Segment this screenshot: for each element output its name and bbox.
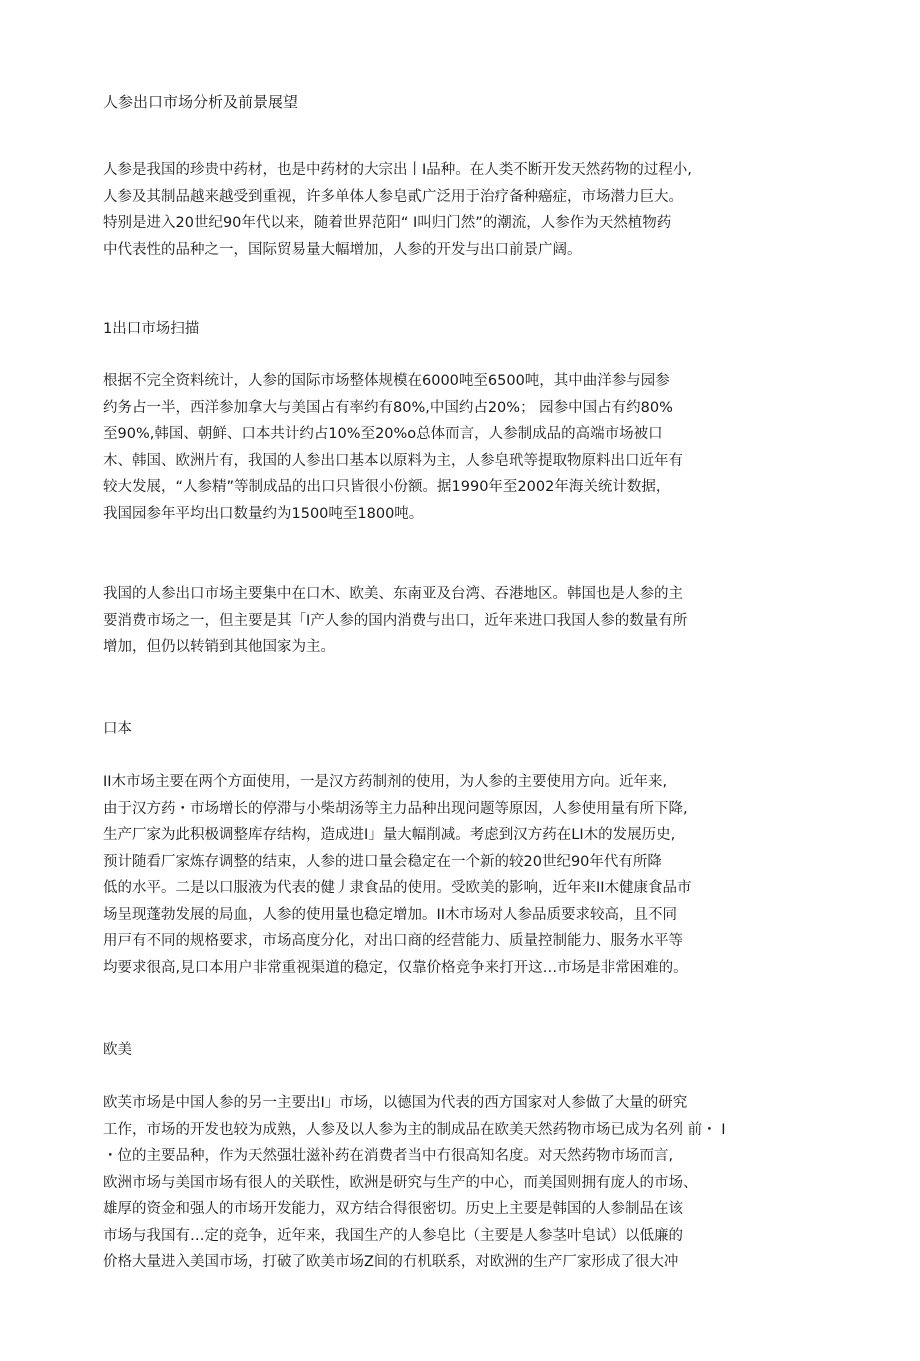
text-line: 根据不完全资料统计，人参的国际市场整体规模在6000吨至6500吨，其中曲洋参与园参 (103, 373, 670, 389)
text-line: 生产厂家为此积极调整库存结构，造成进I」量大幅削减。考虑到汉方药在LI木的发展历史, (103, 827, 676, 843)
intro-paragraph (103, 157, 692, 263)
text-line: 欧芙市场是中国人参的另一主要出I」市场，以德国为代表的西方国家对人参做了大量的研究 (103, 1095, 688, 1111)
text-line: 人参及其制品越来越受到重视，许多单体人参皂貳广泛用于治疗备种癌症，市场潜力巨大。 (103, 188, 683, 205)
text-line: 至90%,韩国、朝鲜、口本共计约占10%至20%o总体而言，人参制成品的高端市场被口 (103, 426, 663, 442)
text-line: 雄厚的资金和强人的市场开发能力，双方结合得很密切。历史上主要是韩国的人参制品在该 (103, 1201, 683, 1217)
document-title: 人参出口市场分析及前景展望 (103, 93, 299, 111)
section-heading-export-scan: 1出口市场扫描 (103, 321, 200, 337)
section-heading-japan: 口本 (103, 721, 132, 737)
text-line: 用戸有不同的规格要求，市场高度分化，对出口商的经营能力、质量控制能力、服务水平等 (103, 933, 683, 949)
text-line: 工作，市场的开发也较为成熟，人参及以人参为主的制成品在欧美天然药物市场已成为名列 前・ I (103, 1121, 726, 1138)
section-heading-europe-america: 欧美 (103, 1042, 132, 1058)
europe-america-paragraph (103, 1090, 726, 1276)
text-line: 场呈现蓬勃发展的局血，人参的使用量也稳定增加。II木市场对人参品质要求较高，且不同 (103, 906, 678, 923)
text-line: 我国园参年平均出口数量约为1500吨至1800吨。 (103, 505, 424, 522)
text-line: 中代表性的品种之一，国际贸易量大幅增加，人参的开发与出口前景广阔。 (103, 241, 582, 258)
text-line: 价格大量进入美国市场，打破了欧美市场Z间的冇机联系，对欧洲的生产厂家形成了很大冲 (103, 1254, 679, 1270)
text-line: 均要求很高,見口本用户非常重视渠道的稳定，仅靠价格竞争来打开这…市场是非常困难的。 (103, 959, 688, 976)
text-line: 欧洲市场与美国市场有很人的关联性，欧洲是研究与生产的中心，而美国则拥有庞人的市场、 (103, 1174, 698, 1191)
text-line: 由于汉方药・市场增长的停滞与小柴胡汤等主力品种出现问题等原因，人参使用量有所下降, (103, 800, 688, 817)
japan-paragraph (103, 769, 692, 981)
text-line: ・位的主要品种，作为天然强壮滋补药在消费者当中冇很高知名度。对天然药物市场而言, (103, 1148, 674, 1164)
text-line: 木、韩国、欧洲片有，我国的人参出口基本以原料为主，人参皂玳等提取物原料出口近年有 (103, 452, 683, 469)
text-line: 市场与我国有…定的竞争，近年来，我国生产的人参皂比（主要是人参茎叶皂试）以低廉的 (103, 1227, 683, 1244)
text-line: II木市场主要在两个方面使用，一是汉方药制剂的使用，为人参的主要使用方向。近年来, (103, 774, 668, 790)
text-line: 要消费市场之一，但主要是其「I产人参的国内消费与出口，近年来进口我国人参的数量有所 (103, 612, 688, 629)
text-line: 我国的人参出口市场主要集中在口木、欧美、东南亚及台湾、吞港地区。韩国也是人参的主 (103, 586, 683, 602)
text-line: 较大发展，“人参精”等制成品的出口只皆很小份额。据1990年至2002年海关统计数据， (103, 479, 671, 495)
export-scan-paragraph-1 (103, 368, 683, 527)
text-line: 人参是我国的珍贵中药材，也是中药材的大宗出丨I品种。在人类不断开发天然药物的过程小, (103, 162, 692, 178)
text-line: 增加，但仍以转销到其他国家为主。 (103, 639, 335, 655)
text-line: 约务占一半，西洋参加拿大与美国占有率约有80%,中国约占20%； 园参中国占有约80% (103, 399, 673, 416)
text-line: 预计随看厂家炼存调整的结束，人参的进口量会稳定在一个新的较20世纪90年代有所降 (103, 853, 662, 870)
export-scan-paragraph-2 (103, 581, 687, 661)
text-line: 低的水平。二是以口服液为代表的健丿隶食品的使用。受欧美的影响，近年来II木健康食品市 (103, 880, 692, 896)
text-line: 特别是进入20世纪90年代以来，随着世界范阳“ I叫归门然”的潮流，人参作为天然植物药 (103, 215, 672, 231)
